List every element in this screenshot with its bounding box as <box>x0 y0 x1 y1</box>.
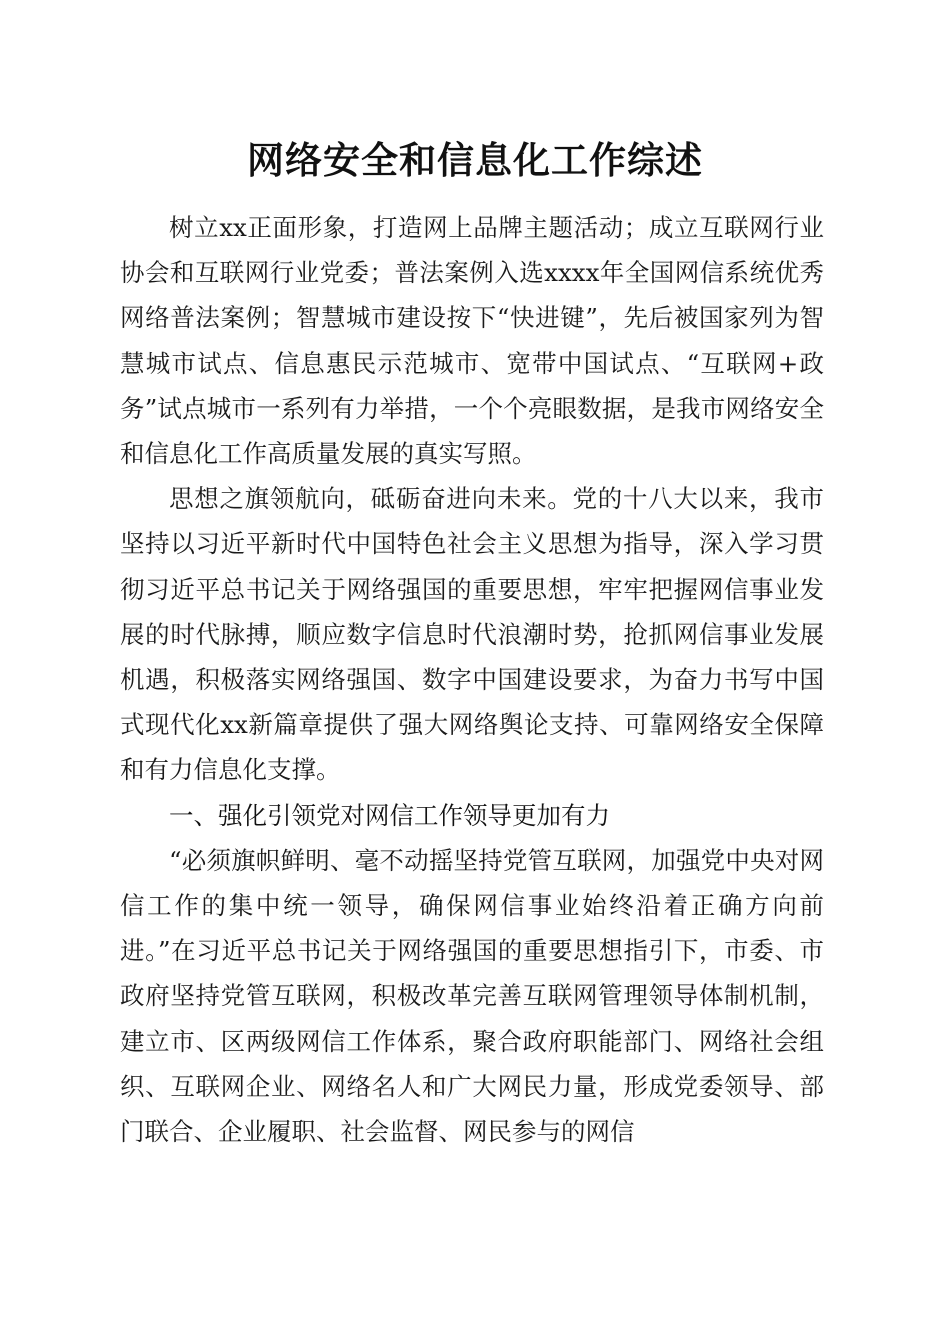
paragraph-thought: 思想之旗领航向，砥砺奋进向未来。党的十八大以来，我市坚持以习近平新时代中国特色社会主义思想为指导，深入学习贯彻习近平总书记关于网络强国的重要思想，牢牢把握网信事业发展的时代脉搏，顺应数字信息时代浪潮时势，抢抓网信事业发展机遇，积极落实网络强国、数字中国建设要求，为奋力书写中国式现代化xx新篇章提供了强大网络舆论支持、可靠网络安全保障和有力信息化支撑。 <box>120 484 824 785</box>
document-body <box>120 205 824 1154</box>
document-title: 网络安全和信息化工作综述 <box>247 138 703 182</box>
paragraph-section-one: “必须旗帜鲜明、毫不动摇坚持党管互联网，加强党中央对网信工作的集中统一领导，确保网信事业始终沿着正确方向前进。”在习近平总书记关于网络强国的重要思想指引下，市委、市政府坚持党管互联网，积极改革完善互联网管理领导体制机制，建立市、区两级网信工作体系，聚合政府职能部门、网络社会组织、互联网企业、网络名人和广大网民力量，形成党委领导、部门联合、企业履职、社会监督、网民参与的网信 <box>120 845 824 1147</box>
paragraph-intro: 树立xx正面形象，打造网上品牌主题活动；成立互联网行业协会和互联网行业党委；普法案例入选xxxx年全国网信系统优秀网络普法案例；智慧城市建设按下“快进键”，先后被国家列为智慧城市试点、信息惠民示范城市、宽带中国试点、“互联网+政务”试点城市一系列有力举措，一个个亮眼数据，是我市网络安全和信息化工作高质量发展的真实写照。 <box>120 213 824 469</box>
section-heading: 一、强化引领党对网信工作领导更加有力 <box>169 800 610 830</box>
